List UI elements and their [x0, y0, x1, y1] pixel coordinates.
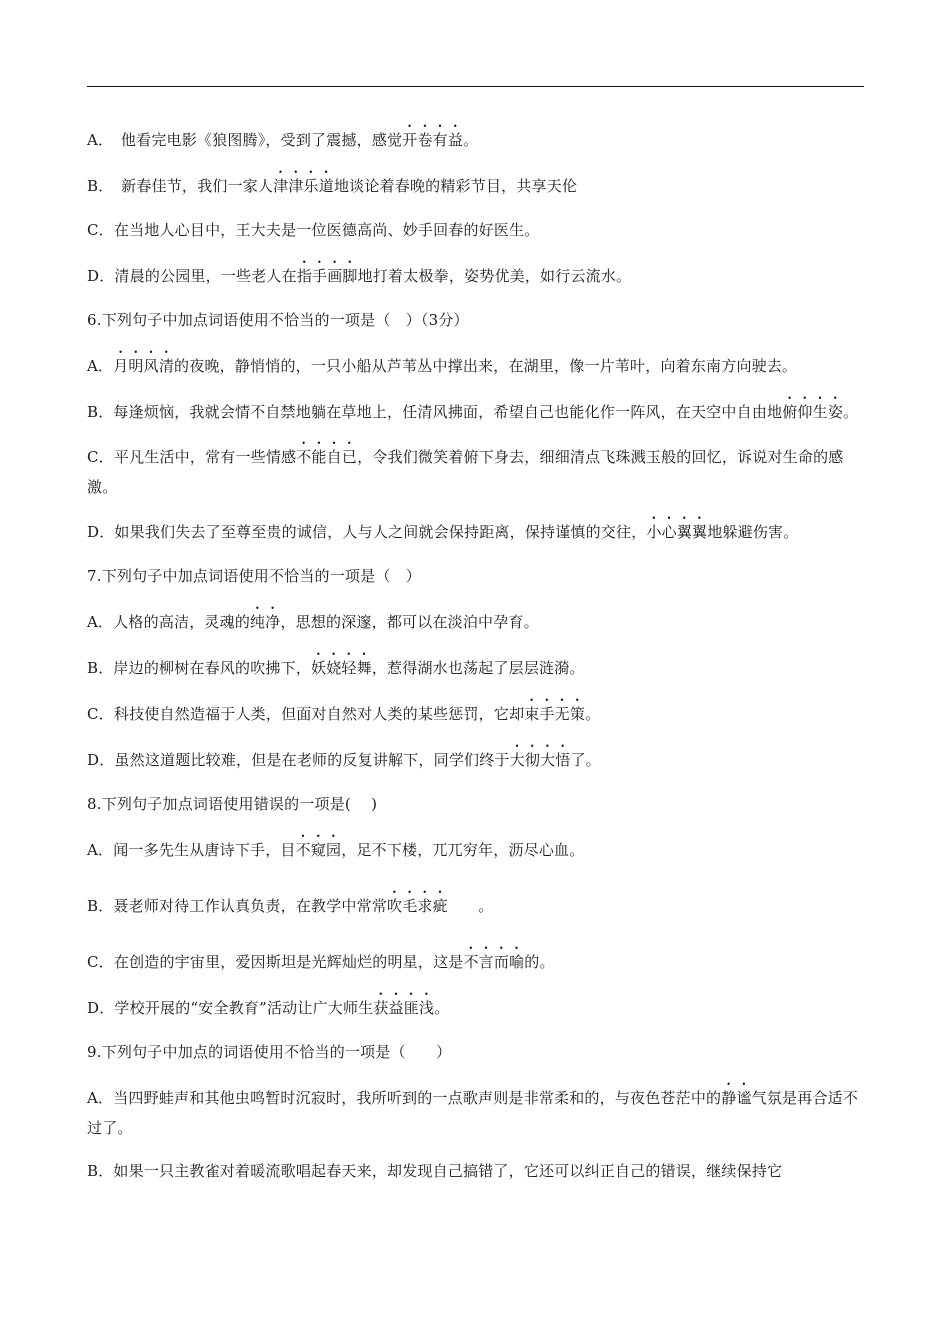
emphasized-word: 小心翼翼 [646, 523, 708, 541]
emphasized-word: 纯净 [250, 613, 281, 631]
q5-option-d: D．清晨的公园里，一些老人在指手画脚地打着太极拳，姿势优美，如行云流水。 [87, 267, 632, 285]
question-content [87, 122, 865, 1187]
q7-option-d: D．虽然这道题比较难，但是在老师的反复讲解下，同学们终于大彻大悟了。 [87, 751, 601, 769]
q5-option-b: B． 新春佳节，我们一家人津津乐道地谈论着春晚的精彩节目，共享天伦 [87, 177, 578, 195]
q8-stem: 8.下列句子加点词语使用错误的一项是( ) [87, 795, 378, 813]
emphasized-word: 俯仰生姿 [782, 403, 844, 421]
emphasized-word: 指手画脚 [296, 267, 358, 285]
emphasized-word: 开卷有益 [402, 131, 464, 149]
q6-option-b: B．每逢烦恼，我就会情不自禁地躺在草地上，任清风拂面，希望自己也能化作一阵风，在天空中自由地俯仰生姿。 [87, 403, 859, 421]
q8-option-a: A．闻一多先生从唐诗下手，目不窥园，足不下楼，兀兀穷年，沥尽心血。 [87, 841, 585, 859]
q6-stem: 6.下列句子中加点词语使用不恰当的一项是（ ）（3分） [87, 311, 469, 329]
q6-option-d: D．如果我们失去了至尊至贵的诚信，人与人之间就会保持距离，保持谨慎的交往，小心翼翼地躲避伤害。 [87, 523, 799, 541]
q8-option-d: D．学校开展的“安全教育”活动让广大师生获益匪浅。 [87, 999, 450, 1017]
q9-option-b: B．如果一只主教雀对着暖流歌唱起春天来，却发现自己搞错了，它还可以纠正自己的错误，继续保持它 [87, 1162, 783, 1180]
emphasized-word: 大彻大悟 [509, 751, 571, 769]
emphasized-word: 津津乐道 [273, 177, 334, 195]
emphasized-word: 吹毛求疵 [387, 897, 448, 915]
q9-stem: 9.下列句子中加点的词语使用不恰当的一项是（ ） [87, 1043, 452, 1061]
q5-option-a: A． 他看完电影《狼图腾》，受到了震撼，感觉开卷有益。 [87, 131, 479, 149]
emphasized-word: 不能自已 [296, 448, 358, 466]
q8-option-c: C．在创造的宇宙里，爱因斯坦是光辉灿烂的明星，这是不言而喻的。 [87, 953, 555, 971]
q5-option-c: C．在当地人心目中，王大夫是一位医德高尚、妙手回春的好医生。 [87, 221, 540, 239]
q6-option-c: C．平凡生活中，常有一些情感不能自已，令我们微笑着俯下身去，细细清点飞珠溅玉般的回忆，诉说对生命的感激。 [87, 448, 844, 496]
q6-option-a: A．月明风清的夜晚，静悄悄的，一只小船从芦苇丛中撑出来，在湖里，像一片苇叶，向着东南方向驶去。 [87, 357, 798, 375]
emphasized-word: 月明风清 [113, 357, 175, 375]
header-rule [87, 86, 864, 87]
q7-option-b: B．岸边的柳树在春风的吹拂下，妖娆轻舞，惹得湖水也荡起了层层涟漪。 [87, 659, 585, 677]
emphasized-word: 妖娆轻舞 [311, 659, 372, 677]
emphasized-word: 获益匪浅 [373, 999, 435, 1017]
q7-option-c: C．科技使自然造福于人类，但面对自然对人类的某些惩罚，它却束手无策。 [87, 705, 601, 723]
emphasized-word: 不窥园 [295, 841, 342, 859]
q9-option-a: A．当四野蛙声和其他虫鸣暂时沉寂时，我所听到的一点歌声则是非常柔和的，与夜色苍茫中的静谧气氛是再合适不过了。 [87, 1089, 859, 1137]
emphasized-word: 静谧 [721, 1089, 752, 1107]
q7-option-a: A．人格的高洁，灵魂的纯净，思想的深邃，都可以在淡泊中孕育。 [87, 613, 539, 631]
emphasized-word: 不言而喻 [463, 953, 525, 971]
q8-option-b: B．聂老师对待工作认真负责，在教学中常常吹毛求疵 。 [87, 897, 494, 915]
emphasized-word: 束手无策 [524, 705, 586, 723]
q7-stem: 7.下列句子中加点词语使用不恰当的一项是（ ） [87, 567, 421, 585]
